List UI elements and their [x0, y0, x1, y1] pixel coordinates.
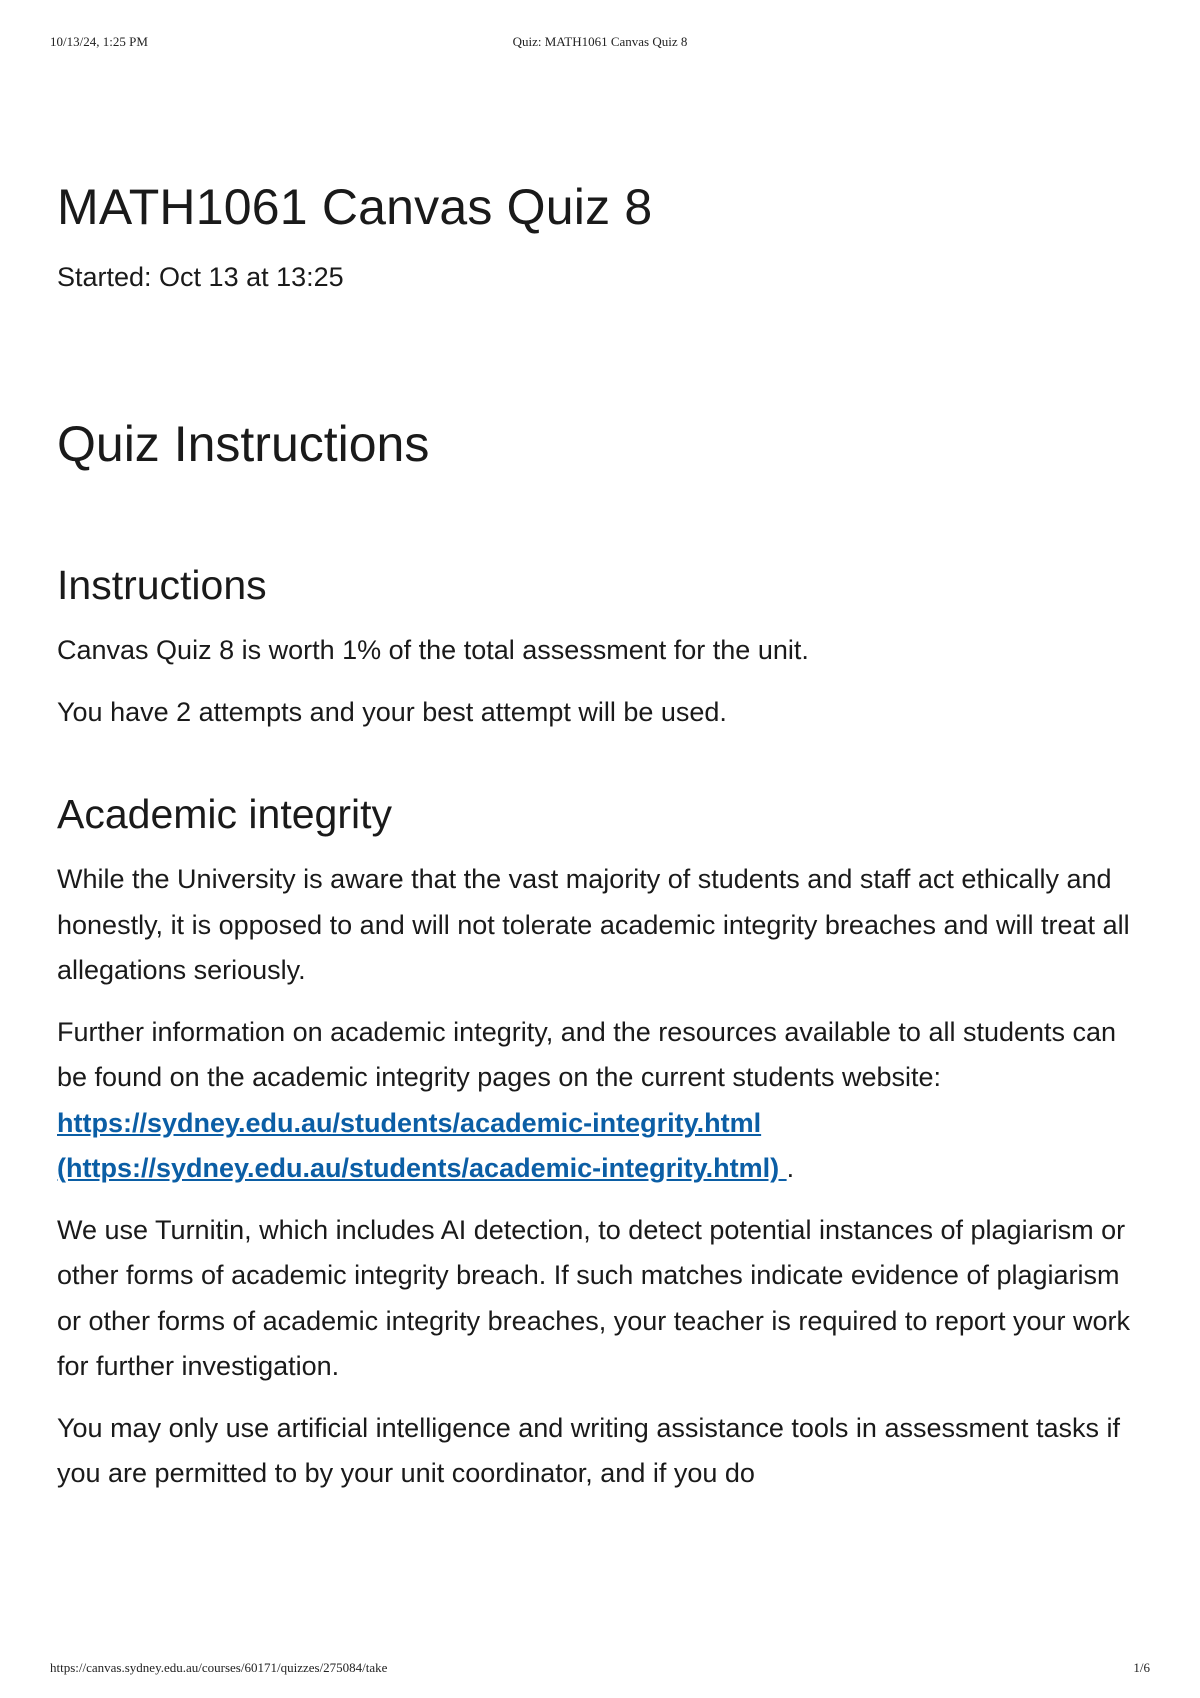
instructions-heading: Instructions [57, 562, 267, 608]
integrity-paragraph-ai-tools: You may only use artificial intelligence and writing assistance tools in assessment tasks if you are permitted to by your unit coordinator, and if you do [57, 1412, 1121, 1488]
print-page-title: Quiz: MATH1061 Canvas Quiz 8 [512, 34, 688, 49]
academic-integrity-link[interactable]: https://sydney.edu.au/students/academic-integrity.html (https://sydney.edu.au/students/academic-integrity.html) [57, 1107, 787, 1183]
integrity-resources-text: Further information on academic integrity, and the resources available to all students can be found on the academic integrity pages on the current students website: [57, 1016, 1117, 1092]
instructions-paragraph-worth: Canvas Quiz 8 is worth 1% of the total assessment for the unit. [57, 635, 809, 665]
print-datetime: 10/13/24, 1:25 PM [50, 34, 148, 49]
integrity-paragraph-resources [57, 1010, 1147, 1192]
quiz-content [57, 175, 1147, 1497]
integrity-resources-period: . [786, 1153, 795, 1183]
instructions-paragraph-attempts: You have 2 attempts and your best attempt will be used. [57, 696, 727, 727]
quiz-instructions-heading: Quiz Instructions [57, 416, 430, 472]
integrity-paragraph-turnitin: We use Turnitin, which includes AI detection, to detect potential instances of plagiarism or other forms of academic integrity breach. If such matches indicate evidence of plagiarism or other forms of academic integrity breaches, your teacher is required to report your work for further investigation. [57, 1214, 1130, 1381]
quiz-started-time: Started: Oct 13 at 13:25 [57, 262, 344, 292]
academic-integrity-heading: Academic integrity [57, 791, 392, 837]
print-url: https://canvas.sydney.edu.au/courses/60171/quizzes/275084/take [50, 1660, 388, 1675]
quiz-title: MATH1061 Canvas Quiz 8 [57, 179, 653, 235]
print-page-number: 1/6 [1133, 1660, 1150, 1675]
integrity-paragraph-intro: While the University is aware that the vast majority of students and staff act ethically and honestly, it is opposed to and will not tolerate academic integrity breaches and will treat all allegations seriously. [57, 864, 1130, 985]
